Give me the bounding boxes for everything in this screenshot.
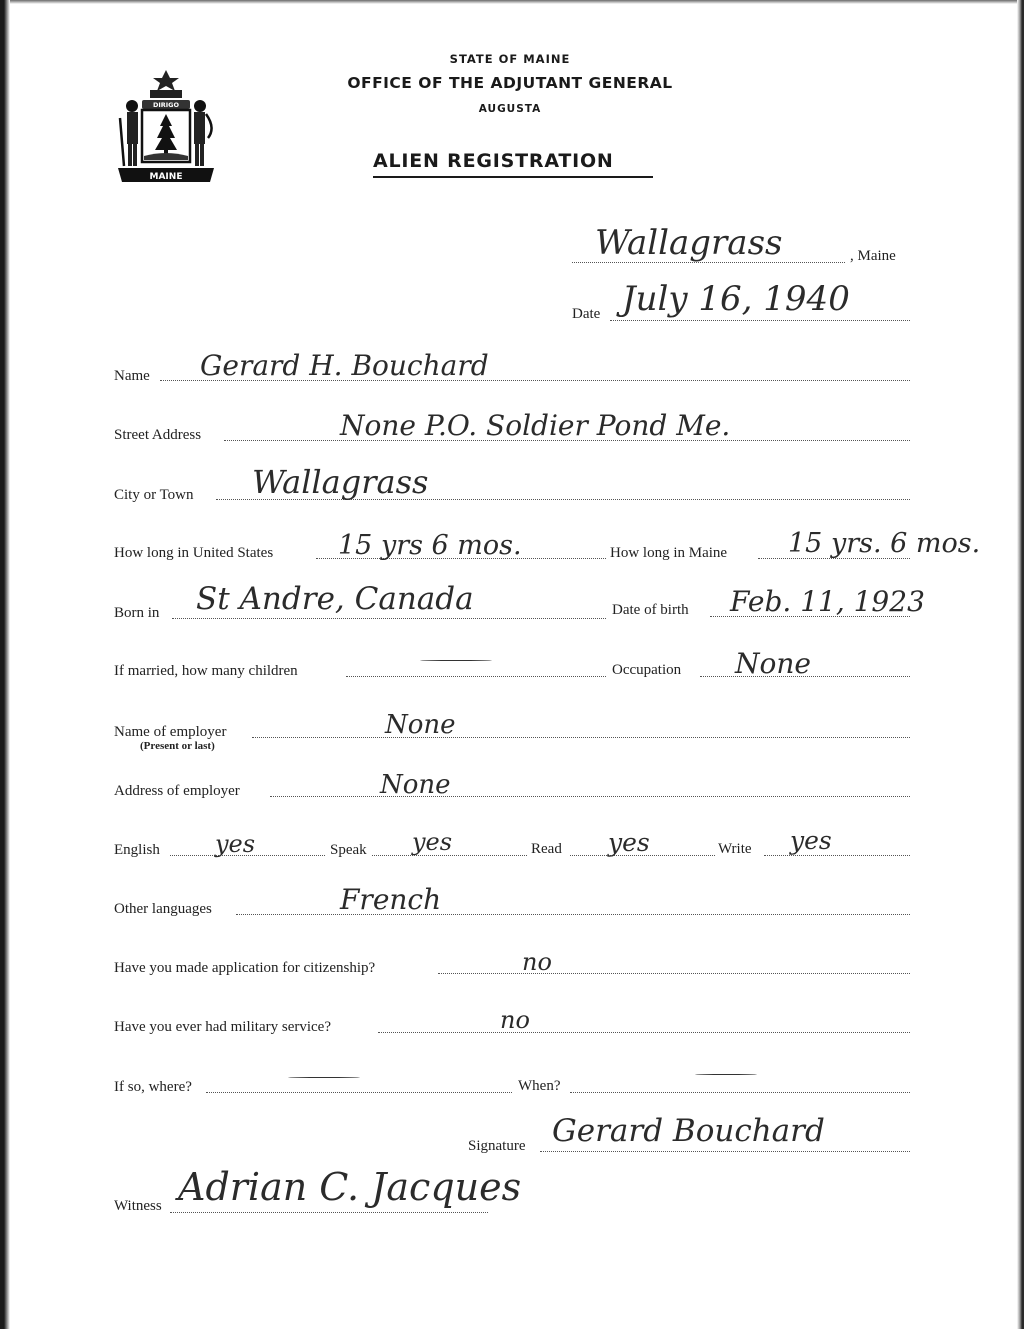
scan-edge-right — [1017, 0, 1024, 1329]
employer-name-label: Name of employer — [114, 724, 227, 740]
military-label: Have you ever had military service? — [114, 1019, 331, 1035]
employer-name-line — [252, 737, 910, 738]
city-label: City or Town — [114, 487, 194, 503]
employer-address-label: Address of employer — [114, 783, 240, 799]
witness-line — [170, 1212, 488, 1213]
scan-edge-left — [0, 0, 10, 1329]
employer-name-sublabel: (Present or last) — [140, 740, 215, 752]
born-in-label: Born in — [114, 605, 160, 621]
when-dash — [695, 1074, 757, 1075]
speak-label: Speak — [330, 842, 367, 858]
citizenship-line — [438, 973, 910, 974]
children-dash — [420, 660, 492, 661]
read-value: yes — [608, 828, 650, 857]
read-label: Read — [531, 841, 562, 857]
children-label: If married, how many children — [114, 663, 298, 679]
header-state: STATE OF MAINE — [449, 52, 571, 66]
citizenship-value: no — [522, 948, 552, 976]
employer-address-value: None — [380, 770, 451, 800]
signature-line — [540, 1151, 910, 1152]
form-title: ALIEN REGISTRATION — [373, 150, 653, 178]
occupation-value: None — [735, 647, 811, 680]
where-line — [206, 1092, 512, 1093]
date-line — [610, 320, 910, 321]
how-long-us-label: How long in United States — [114, 545, 274, 561]
city-value: Wallagrass — [252, 463, 429, 501]
how-long-maine-value: 15 yrs. 6 mos. — [788, 528, 981, 559]
when-label: When? — [518, 1078, 561, 1094]
born-in-value: St Andre, Canada — [196, 581, 474, 617]
how-long-maine-label: How long in Maine — [610, 545, 728, 561]
write-line — [764, 855, 910, 856]
date-label: Date — [572, 306, 601, 322]
date-of-birth-label: Date of birth — [612, 602, 689, 618]
witness-label: Witness — [114, 1198, 162, 1214]
date-value: July 16, 1940 — [622, 279, 850, 319]
date-of-birth-value: Feb. 11, 1923 — [730, 585, 925, 618]
occupation-label: Occupation — [612, 662, 682, 678]
write-value: yes — [790, 826, 832, 855]
where-dash — [288, 1077, 360, 1078]
speak-value: yes — [412, 828, 453, 856]
signature-value: Gerard Bouchard — [552, 1113, 825, 1149]
when-line — [570, 1092, 910, 1093]
english-value: yes — [215, 830, 256, 858]
employer-name-value: None — [385, 710, 456, 740]
header-city: AUGUSTA — [478, 103, 542, 115]
citizenship-label: Have you made application for citizenship? — [114, 960, 376, 976]
place-value: Wallagrass — [595, 223, 783, 263]
children-line — [346, 676, 606, 677]
employer-address-line — [270, 796, 910, 797]
name-label: Name — [114, 368, 150, 384]
other-languages-line — [236, 914, 910, 915]
svg-text:MAINE: MAINE — [149, 172, 183, 182]
scan-edge-top — [0, 0, 1024, 4]
header-office: OFFICE OF THE ADJUTANT GENERAL — [347, 74, 673, 92]
maine-state-seal-icon — [112, 68, 220, 188]
english-label: English — [114, 842, 160, 858]
born-in-line — [172, 618, 606, 619]
where-label: If so, where? — [114, 1079, 192, 1095]
signature-label: Signature — [468, 1138, 526, 1154]
military-value: no — [500, 1006, 530, 1034]
street-address-value: None P.O. Soldier Pond Me. — [340, 409, 731, 442]
other-languages-value: French — [340, 883, 442, 916]
svg-text:DIRIGO: DIRIGO — [152, 101, 180, 109]
how-long-us-value: 15 yrs 6 mos. — [338, 530, 522, 561]
military-line — [378, 1032, 910, 1033]
name-value: Gerard H. Bouchard — [200, 349, 489, 382]
street-address-label: Street Address — [114, 427, 202, 443]
place-suffix: , Maine — [850, 248, 896, 264]
write-label: Write — [718, 841, 752, 857]
other-languages-label: Other languages — [114, 901, 212, 917]
witness-value: Adrian C. Jacques — [178, 1165, 522, 1209]
